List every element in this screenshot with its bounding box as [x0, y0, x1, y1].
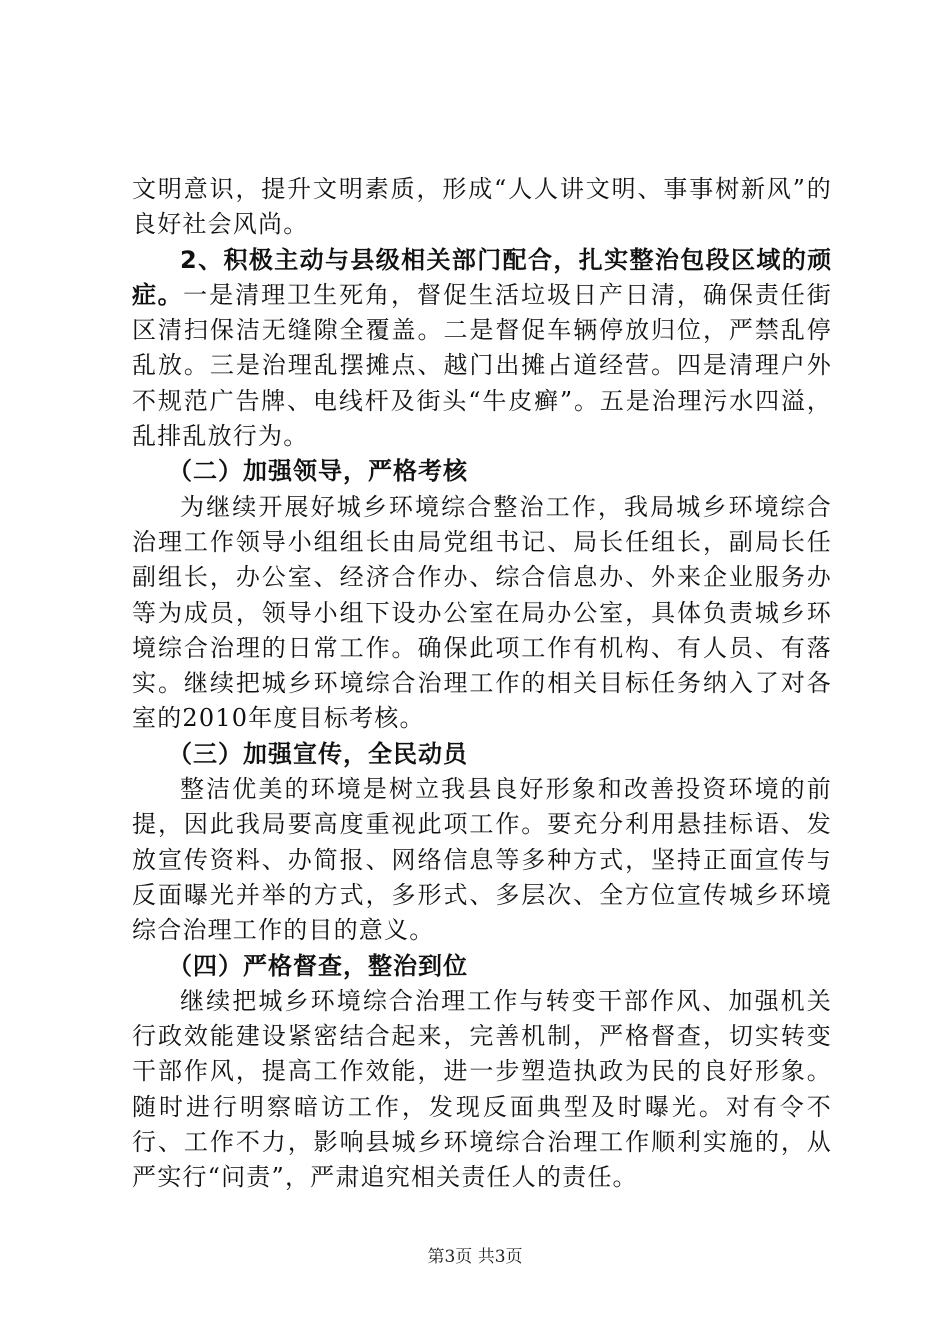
document-body [132, 172, 832, 1196]
item-2-body: 一是清理卫生死角，督促生活垃圾日产日清，确保责任街区清扫保洁无缝隙全覆盖。二是督促车辆停放归位，严禁乱停乱放。三是治理乱摆摊点、越门出摊占道经营。四是清理户外不规范广告牌、电线杆及街头“牛皮癣”。五是治理污水四溢，乱排乱放行为。 [132, 280, 832, 451]
section-heading-4: （四）严格督查，整治到位 [168, 951, 468, 980]
paragraph-section-3: 整洁优美的环境是树立我县良好形象和改善投资环境的前提，因此我局要高度重视此项工作。要充分利用悬挂标语、发放宣传资料、办简报、网络信息等多种方式，坚持正面宣传与反面曝光并举的方式，多形式、多层次、全方位宣传城乡环境综合治理工作的目的意义。 [132, 775, 832, 945]
paragraph-section-4: 继续把城乡环境综合治理工作与转变干部作风、加强机关行政效能建设紧密结合起来，完善机制，严格督查，切实转变干部作风，提高工作效能，进一步塑造执政为民的良好形象。随时进行明察暗访工作，发现反面典型及时曝光。对有令不行、工作不力，影响县城乡环境综合治理工作顺利实施的，从严实行“问责”，严肃追究相关责任人的责任。 [132, 986, 832, 1192]
paragraph-item-2 [132, 243, 832, 455]
paragraph-continuation: 文明意识，提升文明素质，形成“人人讲文明、事事树新风”的良好社会风尚。 [132, 175, 832, 239]
paragraph-section-2: 为继续开展好城乡环境综合整治工作，我局城乡环境综合治理工作领导小组组长由局党组书记、局长任组长，副局长任副组长，办公室、经济合作办、综合信息办、外来企业服务办等为成员，领导小组下设办公室在局办公室，具体负责城乡环境综合治理的日常工作。确保此项工作有机构、有人员、有落实。继续把城乡环境综合治理工作的相关目标任务纳入了对各室的2010年度目标考核。 [132, 492, 832, 733]
section-heading-3: （三）加强宣传，全民动员 [168, 739, 468, 768]
item-2-lead: 2、积极主动与县级相关部门配合，扎实整治包段区域的顽症。 [132, 245, 832, 309]
page-number-footer: 第3页 共3页 [427, 1247, 523, 1267]
section-heading-2: （二）加强领导，严格考核 [168, 457, 468, 486]
